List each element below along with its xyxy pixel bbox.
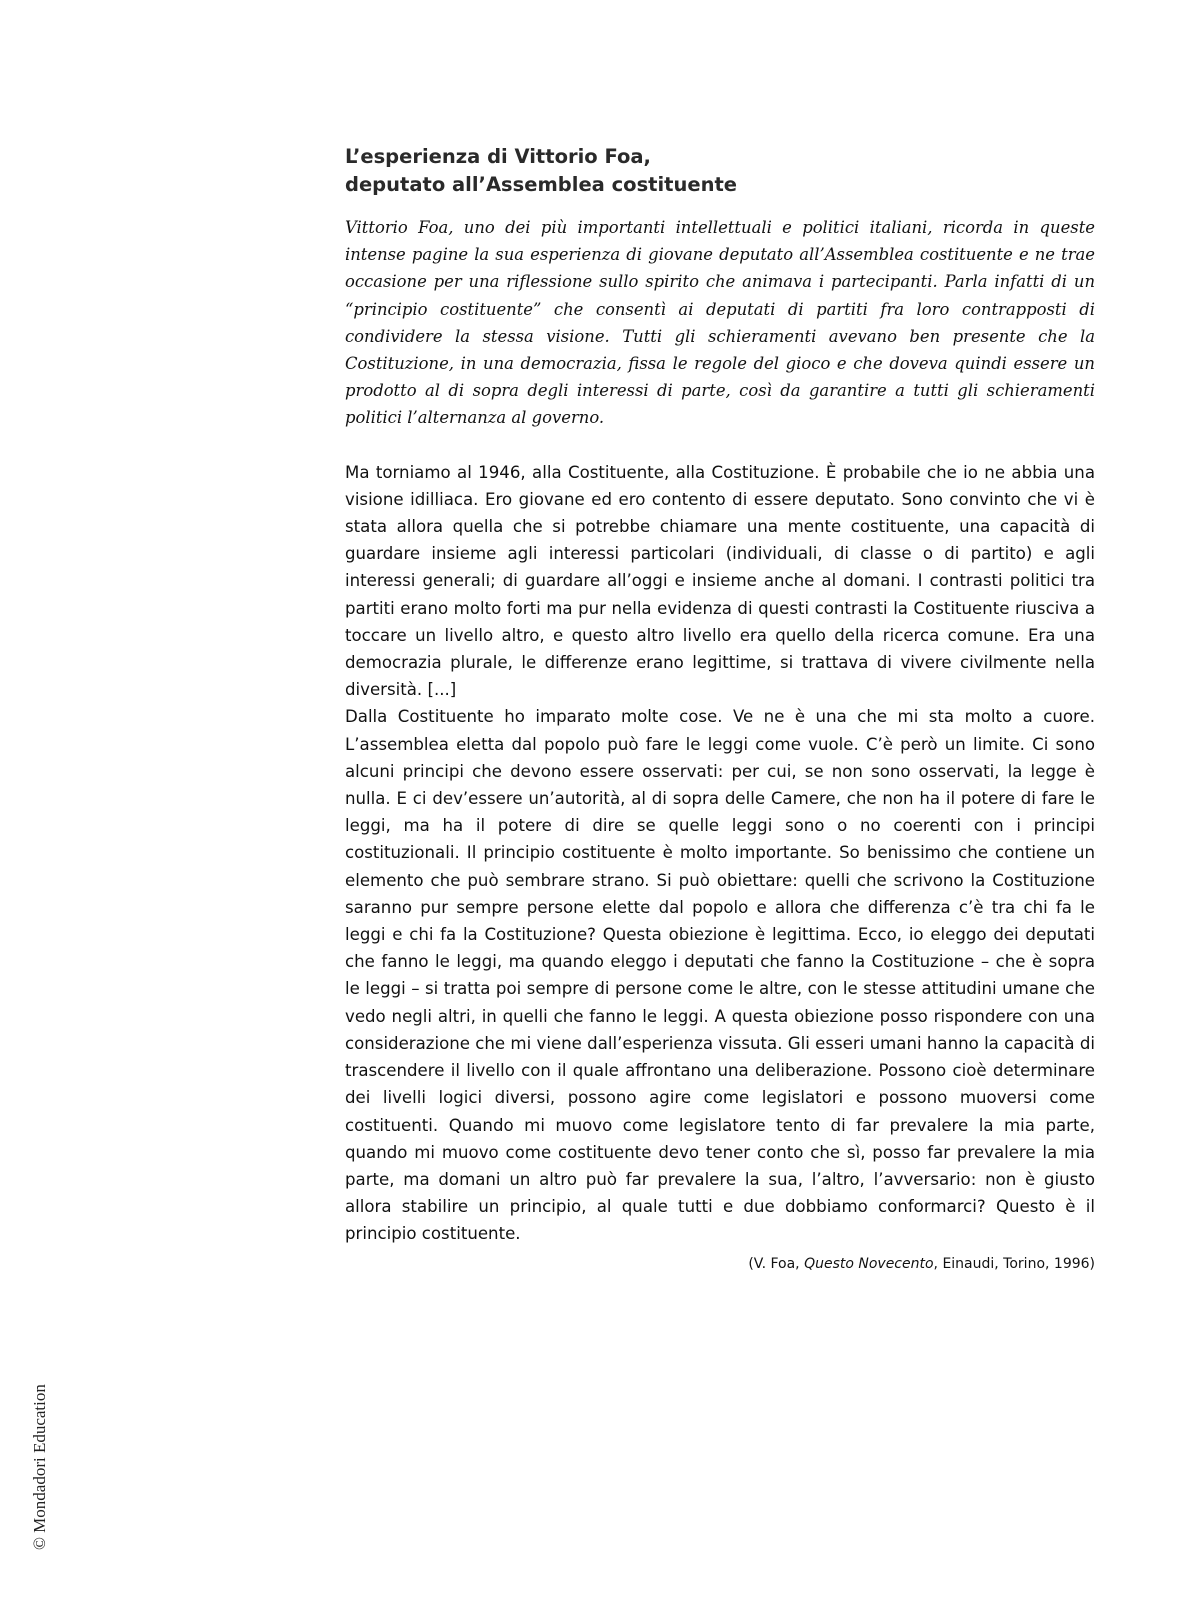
body-paragraph-1: Ma torniamo al 1946, alla Costituente, alla Costituzione. È probabile che io ne abbia una visione idilliaca. Ero giovane ed ero contento di essere deputato. Sono convinto che vi è stata allora quella che si potrebbe chiamare una mente costituente, una capacità di guardare insieme agli interessi particolari (individuali, di classe o di partito) e agli interessi generali; di guardare all’oggi e insieme anche al domani. I contrasti politici tra partiti erano molto forti ma pur nella evidenza di questi contrasti la Costituente riusciva a toccare un livello altro, e questo altro livello era quello della ricerca comune. Era una democrazia plurale, le differenze erano legittime, si trattava di vivere civilmente nella diversità. [...]	[345, 462, 1095, 700]
copyright-notice: © Mondadori Education	[30, 1384, 49, 1550]
intro-paragraph: Vittorio Foa, uno dei più importanti intellettuali e politici italiani, ricorda in queste intense pagine la sua esperienza di giovane deputato all’Assemblea costituente e ne trae occasione per una riflessione sullo spirito che animava i partecipanti. Parla infatti di un “principio costituente” che consentì ai deputati di partiti fra loro contrapposti di condividere la stessa visione. Tutti gli schieramenti avevano ben presente che la Costituzione, in una democrazia, fissa le regole del gioco e che doveva quindi essere un prodotto al di sopra degli interessi di parte, così da garantire a tutti gli schieramenti politici l’alternanza al governo.	[345, 218, 1095, 428]
source-citation	[345, 1252, 1095, 1276]
reading-content	[345, 143, 1095, 1276]
title-line-2: deputato all’Assemblea costituente	[345, 173, 738, 196]
page-title	[345, 143, 1095, 199]
body-paragraph-2: Dalla Costituente ho imparato molte cose. Ve ne è una che mi sta molto a cuore. L’assemblea eletta dal popolo può fare le leggi come vuole. C’è però un limite. Ci sono alcuni principi che devono essere osservati: per cui, se non sono osservati, la legge è nulla. E ci dev’essere un’autorità, al di sopra delle Camere, che non ha il potere di fare le leggi, ma ha il potere di dire se quelle leggi sono o no coerenti con i principi costituzionali. Il principio costituente è molto importante. So benissimo che contiene un elemento che può sembrare strano. Si può obiettare: quelli che scrivono la Costituzione saranno pur sempre persone elette dal popolo e allora che differenza c’è tra chi fa le leggi e chi fa la Costituzione? Questa obiezione è legittima. Ecco, io eleggo dei deputati che fanno le leggi, ma quando eleggo i deputati che fanno la Costituzione – che è sopra le leggi – si tratta poi sempre di persone come le altre, con le stesse attitudini umane che vedo negli altri, in quelli che fanno le leggi. A questa obiezione posso rispondere con una considerazione che mi viene dall’esperienza vissuta. Gli esseri umani hanno la capacità di trascendere il livello con il quale affrontano una deliberazione. Possono cioè determinare dei livelli logici diversi, possono agire come legislatori e possono muoversi come costituenti. Quando mi muovo come legislatore tento di far prevalere la mia parte, quando mi muovo come costituente devo tener conto che sì, posso far prevalere la mia parte, ma domani un altro può far prevalere la sua, l’altro, l’avversario: non è giusto allora stabilire un principio, al quale tutti e due dobbiamo conformarci? Questo è il principio costituente.	[345, 707, 1095, 1244]
source-book-title: Questo Novecento	[804, 1255, 934, 1272]
source-prefix: (V. Foa,	[748, 1255, 805, 1272]
source-suffix: , Einaudi, Torino, 1996)	[933, 1255, 1095, 1272]
title-line-1: L’esperienza di Vittorio Foa,	[345, 145, 651, 168]
